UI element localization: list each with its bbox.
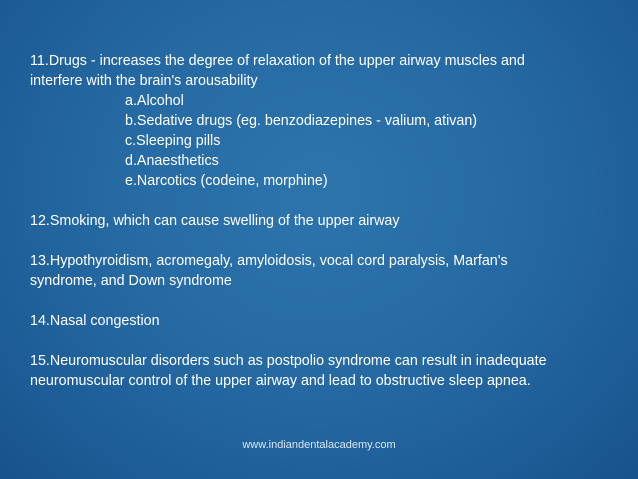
footer-url: [0, 438, 638, 452]
item-15-line-1: 15.Neuromuscular disorders such as postpolio syndrome can result in inadequate: [30, 353, 547, 369]
item-13-line-1: 13.Hypothyroidism, acromegaly, amyloidosis, vocal cord paralysis, Marfan's: [30, 253, 508, 269]
subitem-sedative-drugs: b.Sedative drugs (eg. benzodiazepines - valium, ativan): [125, 113, 478, 129]
item-11-line-1: 11.Drugs - increases the degree of relaxation of the upper airway muscles and: [30, 53, 525, 69]
subitem-narcotics: e.Narcotics (codeine, morphine): [125, 173, 328, 189]
footer-url-text: www.indiandentalacademy.com: [242, 439, 396, 451]
item-13-line-2: syndrome, and Down syndrome: [30, 273, 232, 289]
subitem-alcohol: a.Alcohol: [125, 93, 184, 109]
spacer: [30, 231, 630, 251]
spacer: [30, 191, 630, 211]
subitem-anaesthetics: d.Anaesthetics: [125, 153, 219, 169]
spacer: [30, 331, 630, 351]
item-11-line-2: interfere with the brain's arousability: [30, 73, 258, 89]
item-15-line-2: neuromuscular control of the upper airway and lead to obstructive sleep apnea.: [30, 373, 531, 389]
item-12: 12.Smoking, which can cause swelling of the upper airway: [30, 213, 400, 229]
spacer: [30, 291, 630, 311]
subitem-sleeping-pills: c.Sleeping pills: [125, 133, 221, 149]
slide-body: [30, 51, 630, 391]
item-14: 14.Nasal congestion: [30, 313, 160, 329]
